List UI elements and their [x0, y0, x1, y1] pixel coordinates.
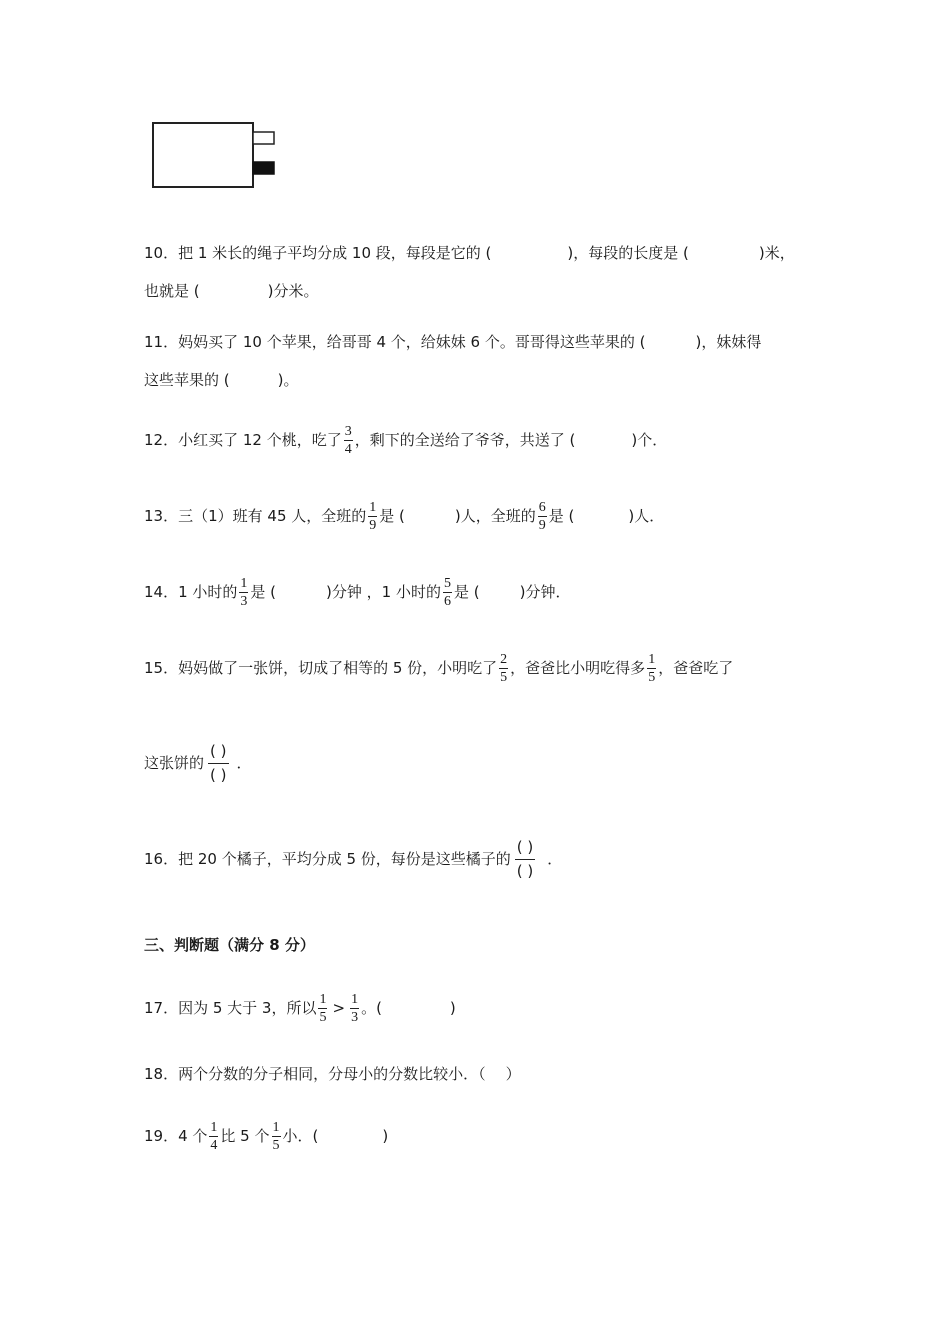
question-17: 17．因为 5 大于 3，所以 $\frac{1}{5}$ > $\frac{1}{3}$ 。( ): [144, 992, 456, 1025]
fraction-1-3: $\frac{1}{3}$: [240, 576, 248, 609]
section-heading: 三、判断题（满分 8 分）: [144, 936, 315, 954]
fraction-1-9: $\frac{1}{9}$: [369, 500, 377, 533]
fraction-2-5: $\frac{2}{5}$: [500, 652, 508, 685]
fraction-1-4: $\frac{1}{4}$: [210, 1120, 218, 1153]
fraction-3-4: $\frac{3}{4}$: [344, 424, 352, 457]
question-15-line1: 15．妈妈做了一张饼，切成了相等的 5 份，小明吃了 $\frac{2}{5}$ ，爸爸比小明吃得多 $\frac{1}{5}$ ，爸爸吃了: [144, 652, 734, 685]
battery-figure: [150, 118, 280, 193]
question-11-line2: 这些苹果的 ( )。: [144, 371, 299, 389]
fraction-5-6: $\frac{5}{6}$: [443, 576, 451, 609]
question-14: 14．1 小时的 $\frac{1}{3}$ 是 ( )分钟 ，1 小时的 $\frac{5}{6}$ 是 ( )分钟．: [144, 576, 571, 609]
question-12: 12．小红买了 12 个桃，吃了 $\frac{3}{4}$ ，剩下的全送给了爷爷，共送了 ( )个．: [144, 424, 668, 457]
question-16: 16．把 20 个橘子，平均分成 5 份，每份是这些橘子的 ( ) ( ) ．: [144, 838, 563, 880]
question-10-line2: 也就是 ( )分米。: [144, 282, 319, 300]
question-11-line1: 11．妈妈买了 10 个苹果，给哥哥 4 个，给妹妹 6 个。哥哥得这些苹果的 ( )，妹妹得: [144, 333, 762, 351]
question-19: 19．4 个 $\frac{1}{4}$ 比 5 个 $\frac{1}{5}$ 小．( ): [144, 1120, 389, 1153]
question-18: 18．两个分数的分子相同，分母小的分数比较小．（ ）: [144, 1065, 521, 1083]
fraction-6-9: $\frac{6}{9}$: [538, 500, 546, 533]
fraction-1-5: $\frac{1}{5}$: [648, 652, 656, 685]
fraction-1-5: $\frac{1}{5}$: [319, 992, 327, 1025]
question-13: 13．三（1）班有 45 人，全班的 $\frac{1}{9}$ 是 ( )人，全班的 $\frac{6}{9}$ 是 ( )人．: [144, 500, 665, 533]
question-10-line1: 10．把 1 米长的绳子平均分成 10 段，每段是它的 ( )，每段的长度是 ( )米，: [144, 244, 795, 262]
fraction-1-5: $\frac{1}{5}$: [272, 1120, 280, 1153]
answer-fraction-blank[interactable]: ( ) ( ): [210, 742, 227, 784]
question-15-line2: 这张饼的 ( ) ( ) ．: [144, 742, 252, 784]
answer-fraction-blank[interactable]: ( ) ( ): [516, 838, 534, 880]
fraction-1-3: $\frac{1}{3}$: [351, 992, 359, 1025]
